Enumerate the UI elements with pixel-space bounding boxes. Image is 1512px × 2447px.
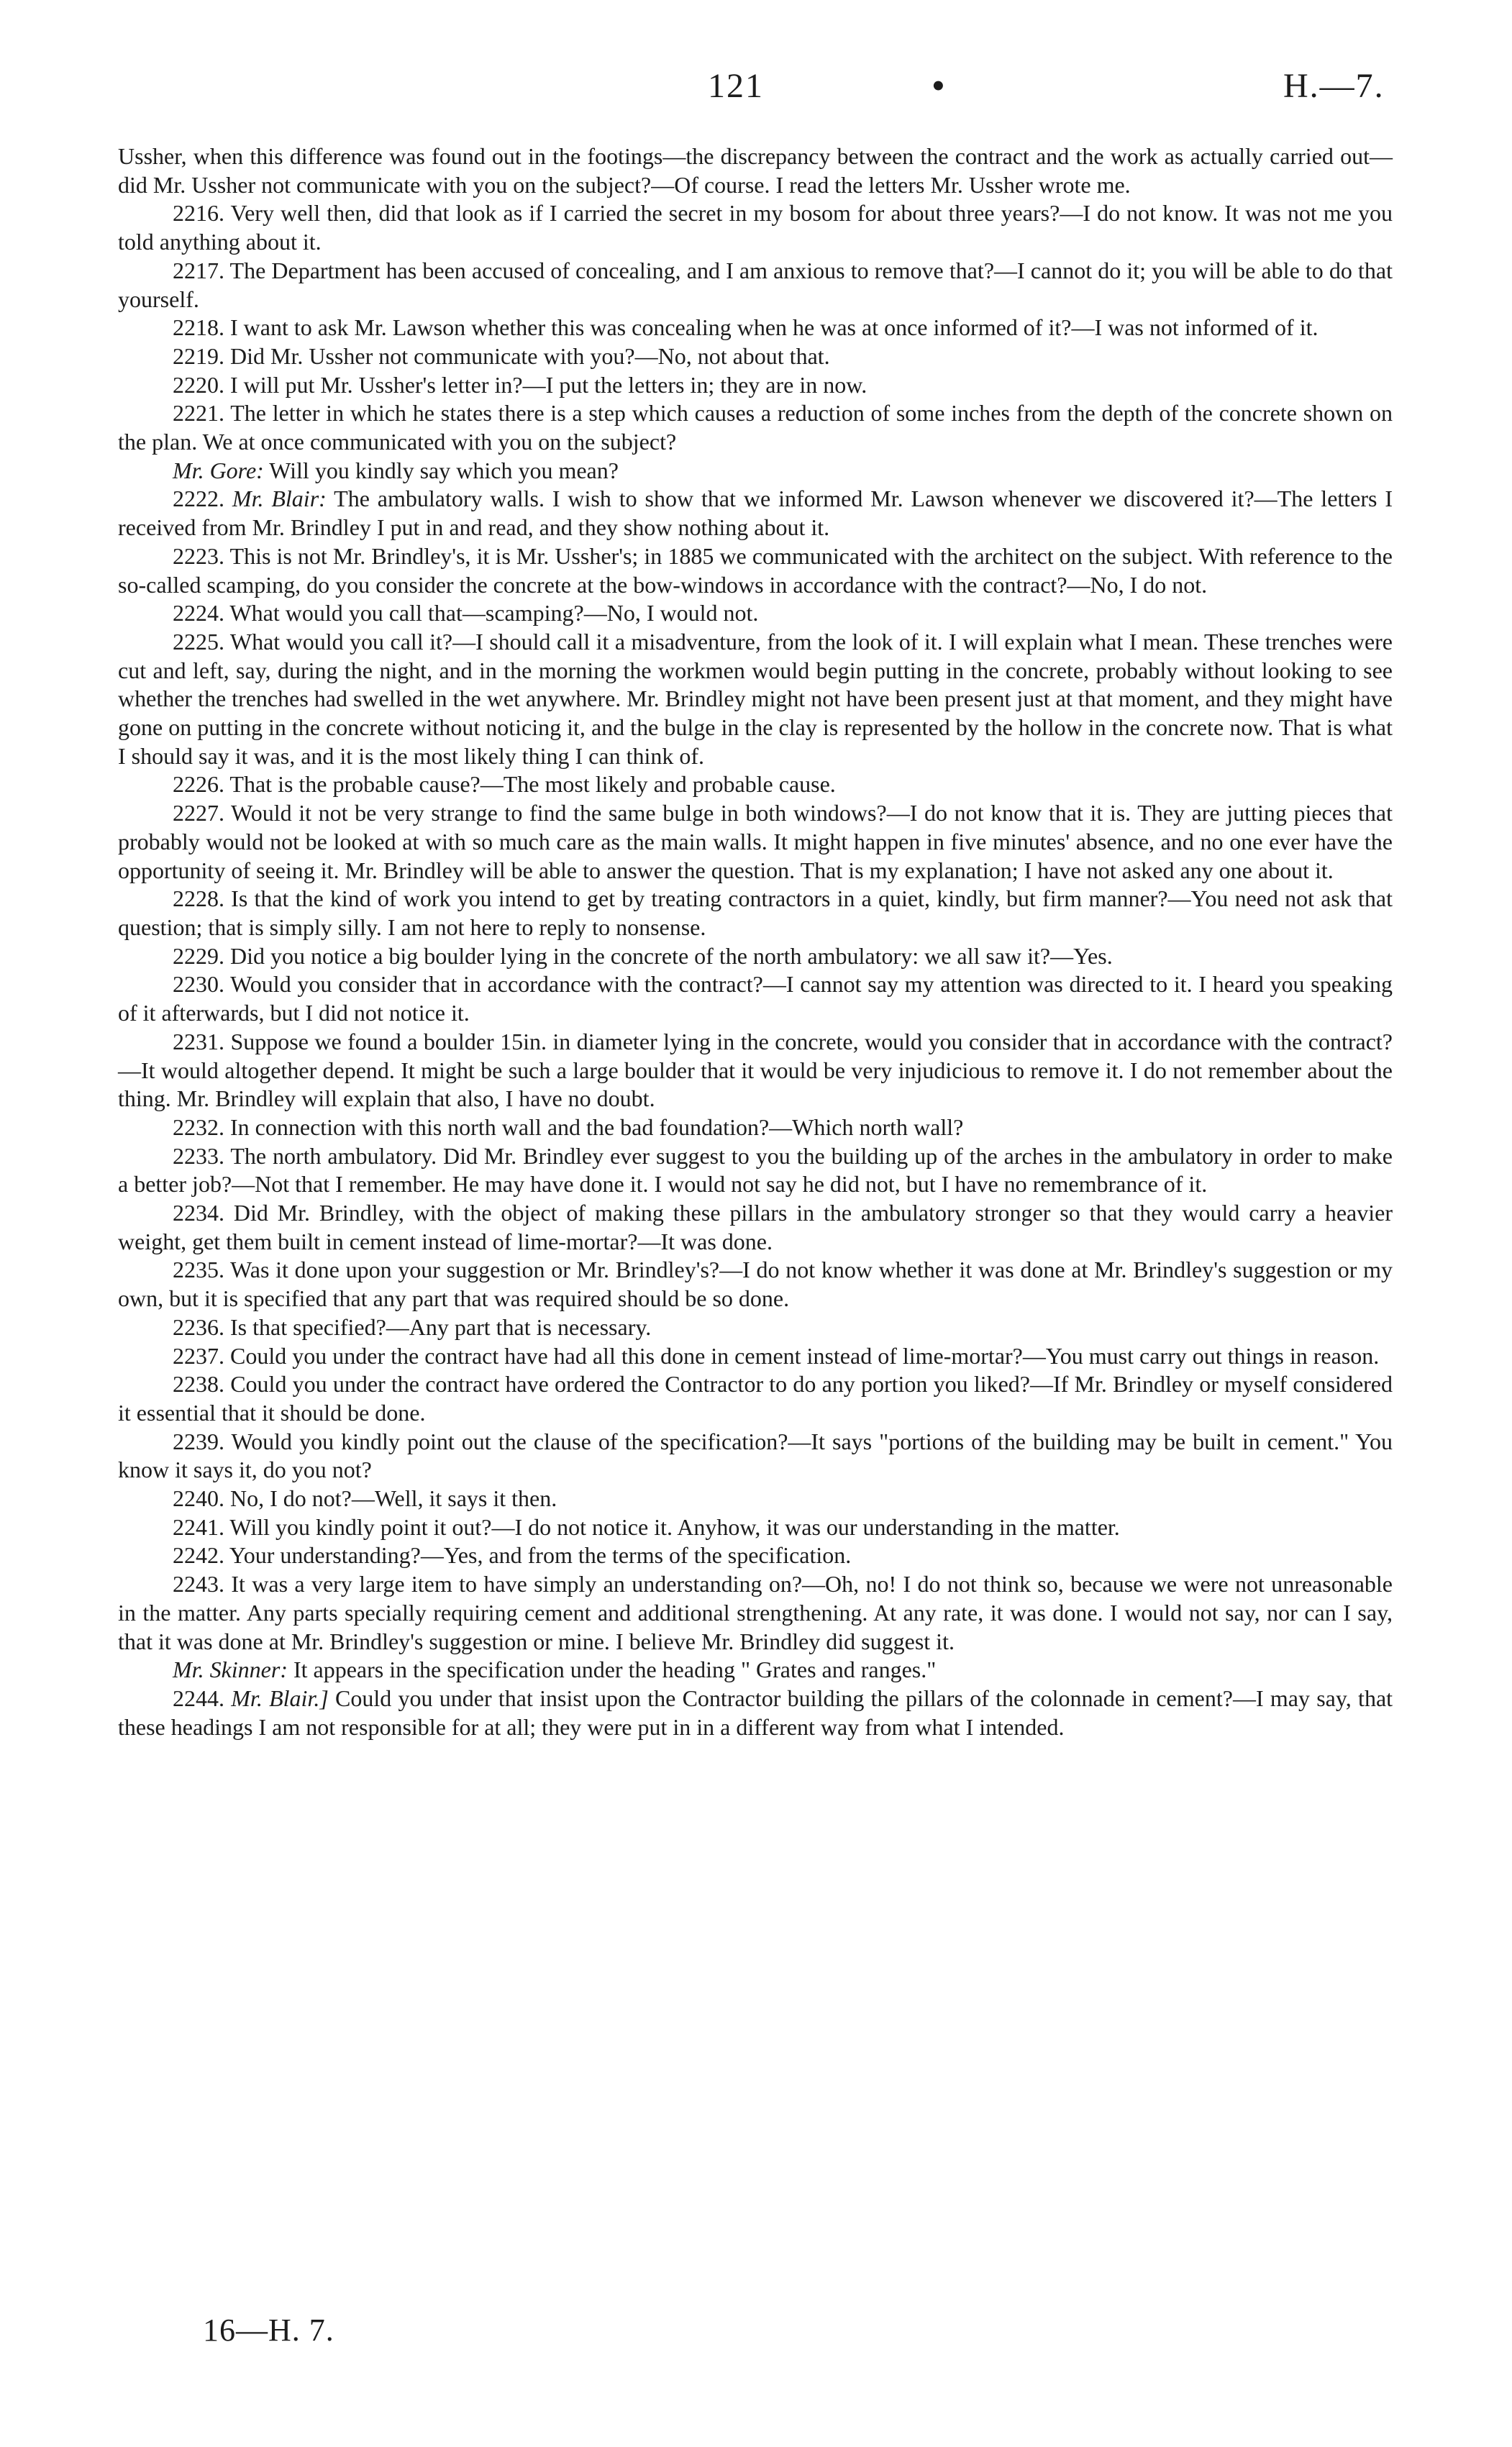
paragraph-text: Is that the kind of work you intend to get by treating contractors in a quiet, kindly, but firm manner?—You need not ask that question; that is simply silly. I am not here to reply to nonsense.	[118, 885, 1393, 940]
paragraph-text: The ambulatory walls. I wish to show that we informed Mr. Lawson whenever we discovered it?—The letters I received from Mr. Brindley I put in and read, and they show nothing about it.	[118, 486, 1393, 541]
question-number: 2217.	[173, 257, 224, 283]
paragraph-text: Could you under the contract have had all this done in cement instead of lime-mortar?—You must carry out things in reason.	[230, 1342, 1380, 1369]
question-number: 2218.	[173, 314, 224, 341]
question-2219	[118, 342, 1393, 371]
speaker-name: Mr. Gore:	[173, 457, 264, 483]
question-number: 2216.	[173, 200, 224, 227]
printer-signature: 16—H. 7.	[203, 2312, 334, 2348]
question-2223	[118, 542, 1393, 599]
question-2230	[118, 970, 1393, 1027]
question-number: 2227.	[173, 800, 224, 826]
speaker-name: Mr. Blair.]	[231, 1685, 329, 1711]
paragraph-text: Did Mr. Ussher not communicate with you?—No, not about that.	[230, 342, 830, 369]
paragraph-text: Would you kindly point out the clause of the specification?—It says "portions of the building may be built in cement." You know it says it, do you not?	[118, 1428, 1393, 1483]
question-2224	[118, 599, 1393, 628]
question-2241	[118, 1513, 1393, 1542]
paragraph-text: The letter in which he states there is a step which causes a reduction of some inches from the depth of the concrete shown on the plan. We at once communicated with you on the subject?	[118, 400, 1393, 455]
question-2218	[118, 314, 1393, 342]
paragraph-text: That is the probable cause?—The most likely and probable cause.	[229, 771, 836, 798]
question-2226	[118, 770, 1393, 799]
paragraph-text: Did Mr. Brindley, with the object of making these pillars in the ambulatory stronger so that they would carry a heavier weight, get them built in cement instead of lime-mortar?—It was done.	[118, 1200, 1393, 1254]
question-number: 2224.	[173, 600, 224, 626]
paragraph-text: Could you under that insist upon the Contractor building the pillars of the colonnade in cement?—I may say, that these headings I am not responsible for at all; they were put in in a different way from what I intended.	[118, 1685, 1393, 1740]
speaker-remark	[118, 457, 1393, 486]
paragraph-text: What would you call that—scamping?—No, I would not.	[229, 600, 759, 626]
question-number: 2233.	[173, 1142, 224, 1169]
paragraph-text: Is that specified?—Any part that is necessary.	[230, 1313, 652, 1340]
paragraph-text: The north ambulatory. Did Mr. Brindley ever suggest to you the building up of the arches in the ambulatory in order to make a better job?—Not that I remember. He may have done it. I would not say he did not, but I have no remembrance of it.	[118, 1142, 1393, 1198]
question-2238	[118, 1370, 1393, 1427]
question-number: 2231.	[173, 1028, 224, 1054]
question-number: 2243.	[173, 1571, 224, 1598]
question-number: 2242.	[173, 1542, 224, 1569]
paragraph-text: Was it done upon your suggestion or Mr. Brindley's?—I do not know whether it was done at Mr. Brindley's suggestion or my own, but it is specified that any part that was required should be so done.	[118, 1257, 1393, 1312]
question-number: 2244.	[173, 1685, 224, 1711]
question-number: 2222.	[173, 486, 224, 512]
paragraph-text: In connection with this north wall and the bad foundation?—Which north wall?	[230, 1113, 964, 1140]
question-number: 2228.	[173, 885, 224, 912]
paragraph-text: I want to ask Mr. Lawson whether this was concealing when he was at once informed of it?—I was not informed of it.	[230, 314, 1319, 341]
speaker-name: Mr. Blair:	[232, 486, 327, 512]
paragraph-text: Did you notice a big boulder lying in the concrete of the north ambulatory: we all saw it?—Yes.	[230, 942, 1113, 969]
question-number: 2234.	[173, 1200, 224, 1226]
paragraph-text: Will you kindly say which you mean?	[269, 457, 619, 483]
question-2222	[118, 485, 1393, 542]
paragraph-text: Very well then, did that look as if I carried the secret in my bosom for about three years?—I do not know. It was not me you told anything about it.	[118, 200, 1393, 255]
question-number: 2232.	[173, 1113, 224, 1140]
question-2236	[118, 1313, 1393, 1342]
question-2231	[118, 1028, 1393, 1113]
evidence-transcript	[118, 142, 1393, 1741]
question-number: 2220.	[173, 371, 224, 398]
header-dot: •	[932, 67, 944, 105]
question-2242	[118, 1541, 1393, 1570]
question-2216	[118, 199, 1393, 256]
question-number: 2223.	[173, 542, 224, 569]
paragraph-text: Could you under the contract have ordered the Contractor to do any portion you liked?—If Mr. Brindley or myself considered it essential that it should be done.	[118, 1371, 1393, 1426]
question-2243	[118, 1570, 1393, 1656]
question-2232	[118, 1113, 1393, 1142]
question-2239	[118, 1428, 1393, 1485]
paragraph-text: What would you call it?—I should call it a misadventure, from the look of it. I will explain what I mean. These trenches were cut and left, say, during the night, and in the morning the workmen would begin putting in the concrete, probably without looking to see whether the trenches had swelled in the wet anywhere. Mr. Brindley might not have been present just at that moment, and they might have gone on putting in the concrete without noticing it, and the bulge in the clay is represented by the hollow in the concrete now. That is what I should say it was, and it is the most likely thing I can think of.	[118, 628, 1393, 769]
paragraph-text: I will put Mr. Ussher's letter in?—I put the letters in; they are in now.	[230, 371, 867, 398]
question-2221	[118, 399, 1393, 456]
paragraph-text: It appears in the specification under the heading " Grates and ranges."	[293, 1657, 937, 1683]
question-2240	[118, 1485, 1393, 1513]
question-number: 2236.	[173, 1313, 224, 1340]
question-number: 2239.	[173, 1428, 224, 1454]
question-2220	[118, 371, 1393, 400]
paragraph-text: Will you kindly point it out?—I do not notice it. Anyhow, it was our understanding in the matter.	[229, 1513, 1120, 1540]
question-2229	[118, 942, 1393, 971]
question-2235	[118, 1256, 1393, 1313]
document-reference: H.—7.	[1283, 67, 1385, 105]
question-number: 2235.	[173, 1257, 224, 1283]
paragraph-text: Your understanding?—Yes, and from the terms of the specification.	[229, 1542, 852, 1569]
question-2227	[118, 799, 1393, 885]
question-number: 2226.	[173, 771, 224, 798]
question-number: 2225.	[173, 628, 224, 655]
question-number: 2238.	[173, 1371, 224, 1398]
question-2225	[118, 628, 1393, 771]
question-number: 2229.	[173, 942, 224, 969]
question-number: 2240.	[173, 1485, 224, 1512]
question-2233	[118, 1142, 1393, 1199]
question-2228	[118, 885, 1393, 942]
paragraph-text: Would it not be very strange to find the same bulge in both windows?—I do not know that it is. They are jutting pieces that probably would not be looked at with so much care as the main walls. It might happen in five minutes' absence, and no one ever have the opportunity of seeing it. Mr. Brindley will be able to answer the question. That is my explanation; I have not asked any one about it.	[118, 800, 1393, 883]
paragraph-text: Suppose we found a boulder 15in. in diameter lying in the concrete, would you consider that in accordance with the contract?—It would altogether depend. It might be such a large boulder that it would be very injudicious to remove it. I do not remember about the thing. Mr. Brindley will explain that also, I have no doubt.	[118, 1028, 1393, 1112]
paragraph-text: The Department has been accused of concealing, and I am anxious to remove that?—I cannot do it; you will be able to do that yourself.	[118, 257, 1393, 312]
paragraph-text: Ussher, when this difference was found out in the footings—the discrepancy between the contract and the work as actually carried out—did Mr. Ussher not communicate with you on the subject?—Of course. I read the letters Mr. Ussher wrote me.	[118, 143, 1393, 198]
question-2244	[118, 1685, 1393, 1741]
paragraph-text: No, I do not?—Well, it says it then.	[230, 1485, 557, 1512]
page-number: 121	[708, 67, 764, 105]
paragraph-text: It was a very large item to have simply an understanding on?—Oh, no! I do not think so, because we were not unreasonable in the matter. Any parts specially requiring cement and additional strengthening. At any rate, it was done. I would not say, nor can I say, that it was done at Mr. Brindley's suggestion or mine. I believe Mr. Brindley did suggest it.	[118, 1571, 1393, 1654]
question-2217	[118, 257, 1393, 314]
question-2234	[118, 1199, 1393, 1256]
question-2237	[118, 1342, 1393, 1371]
question-number: 2221.	[173, 400, 224, 427]
question-number: 2241.	[173, 1513, 224, 1540]
paragraph-text: This is not Mr. Brindley's, it is Mr. Ussher's; in 1885 we communicated with the architect on the subject. With reference to the so-called scamping, do you consider the concrete at the bow-windows in accordance with the contract?—No, I do not.	[118, 542, 1393, 598]
question-number: 2230.	[173, 971, 224, 998]
paragraph-text: Would you consider that in accordance with the contract?—I cannot say my attention was directed to it. I heard you speaking of it afterwards, but I did not notice it.	[118, 971, 1393, 1026]
question-number: 2219.	[173, 342, 224, 369]
speaker-remark	[118, 1656, 1393, 1685]
continued-paragraph	[118, 142, 1393, 199]
question-number: 2237.	[173, 1342, 224, 1369]
page-header	[0, 66, 1512, 117]
speaker-name: Mr. Skinner:	[173, 1657, 288, 1683]
